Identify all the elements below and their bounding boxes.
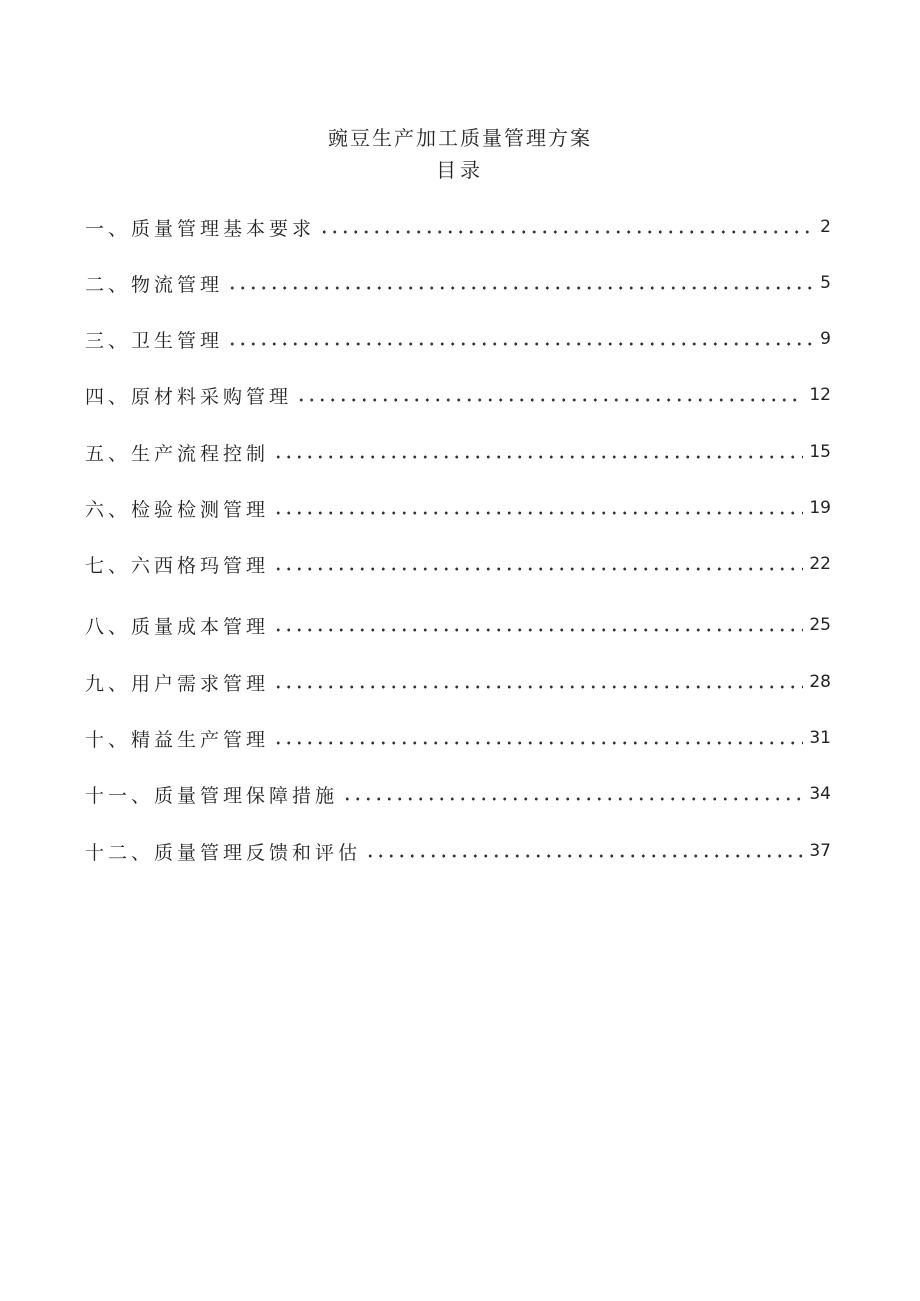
toc-entry-page-number: 25 [809,615,831,635]
toc-entry-page-number: 31 [809,728,831,748]
toc-entry-label: 七、六西格玛管理 [85,554,270,577]
toc-entry-11[interactable] [85,779,831,809]
document-title: 豌豆生产加工质量管理方案 [328,126,592,150]
toc-entry-3[interactable] [85,324,831,354]
toc-entry-page-number: 12 [809,385,831,405]
toc-entry-page-number: 19 [809,498,831,518]
toc-entry-12[interactable] [85,836,831,866]
dot-leader [227,284,814,292]
toc-entry-page-number: 37 [809,841,831,861]
toc-entry-10[interactable] [85,723,831,753]
dot-leader [273,509,803,517]
toc-entry-7[interactable] [85,549,831,579]
toc-entry-label: 六、检验检测管理 [85,498,270,521]
toc-entry-9[interactable] [85,667,831,697]
dot-leader [342,795,803,803]
toc-entry-5[interactable] [85,437,831,467]
toc-entry-label: 四、原材料采购管理 [85,385,293,408]
toc-entry-page-number: 9 [820,329,831,349]
dot-leader [273,683,803,691]
dot-leader [319,228,814,236]
toc-entry-page-number: 28 [809,672,831,692]
toc-entry-label: 一、质量管理基本要求 [85,217,316,240]
toc-entry-page-number: 2 [820,217,831,237]
toc-entry-label: 三、卫生管理 [85,329,224,352]
toc-entry-6[interactable] [85,493,831,523]
toc-entry-1[interactable] [85,212,831,242]
toc-entry-label: 五、生产流程控制 [85,442,270,465]
toc-entry-label: 十一、质量管理保障措施 [85,784,339,807]
dot-leader [273,626,803,634]
toc-entry-label: 八、质量成本管理 [85,615,270,638]
toc-entry-8[interactable] [85,610,831,640]
toc-entry-page-number: 22 [809,554,831,574]
dot-leader [273,453,803,461]
dot-leader [273,739,803,747]
dot-leader [273,565,803,573]
dot-leader [365,852,803,860]
toc-entry-page-number: 34 [809,784,831,804]
toc-entry-label: 九、用户需求管理 [85,672,270,695]
toc-entry-page-number: 5 [820,273,831,293]
toc-entry-label: 十二、质量管理反馈和评估 [85,841,362,864]
dot-leader [227,340,814,348]
toc-entry-4[interactable] [85,380,831,410]
toc-entry-2[interactable] [85,268,831,298]
toc-entry-label: 十、精益生产管理 [85,728,270,751]
toc-entry-page-number: 15 [809,442,831,462]
toc-heading: 目录 [436,158,484,182]
dot-leader [296,396,803,404]
toc-entry-label: 二、物流管理 [85,273,224,296]
